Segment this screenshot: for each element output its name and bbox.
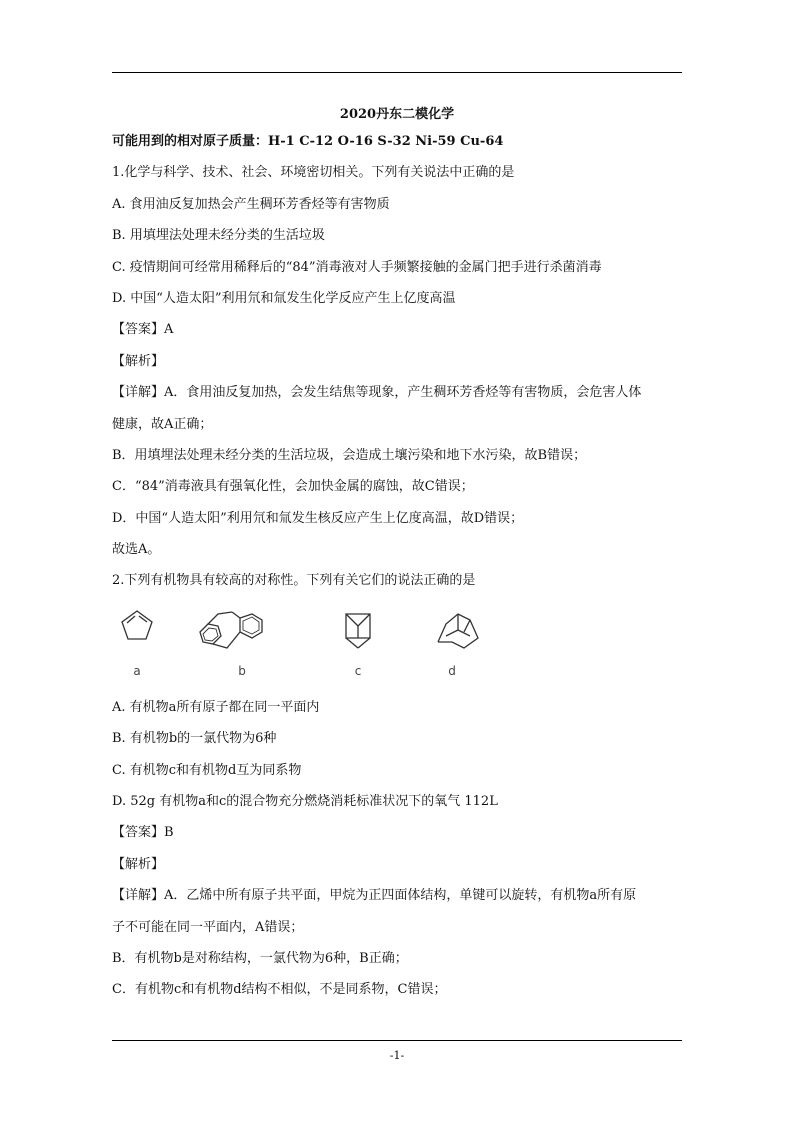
question-stem: 1.化学与科学、技术、社会、环境密切相关。下列有关说法中正确的是 — [112, 165, 515, 181]
figure-label-c: c — [354, 663, 362, 678]
molecule-a-icon — [117, 606, 157, 646]
option-b: B. 用填埋法处理未经分类的生活垃圾 — [112, 228, 325, 244]
question-stem: 2.下列有机物具有较高的对称性。下列有关它们的说法正确的是 — [112, 573, 476, 589]
option-a: A. 食用油反复加热会产生稠环芳香烃等有害物质 — [112, 196, 390, 212]
option-b: B. 有机物b的一氯代物为6种 — [112, 731, 277, 747]
page-title: 2020丹东二模化学 — [339, 107, 455, 122]
option-d: D. 52g 有机物a和c的混合物充分燃烧消耗标准状况下的氧气 112L — [112, 794, 498, 810]
option-c: C. 疫情期间可经常用稀释后的“84”消毒液对人手频繁接触的金属门把手进行杀菌消毒 — [112, 259, 602, 275]
molecule-figures — [112, 602, 682, 697]
figure-label-a: a — [133, 663, 141, 678]
atomic-masses: 可能用到的相对原子质量：H-1 C-12 O-16 S-32 Ni-59 Cu-64 — [112, 134, 504, 149]
analysis-heading: 【解析】 — [112, 353, 165, 369]
detail-line: C．“84”消毒液具有强氧化性，会加快金属的腐蚀，故C错误； — [112, 479, 474, 495]
document-body — [112, 131, 682, 1011]
header-rule — [112, 72, 682, 73]
molecule-c-icon — [340, 606, 376, 656]
footer-rule — [112, 1040, 682, 1041]
answer: 【答案】B — [112, 825, 174, 841]
answer: 【答案】A — [112, 322, 174, 338]
analysis-heading: 【解析】 — [112, 856, 165, 872]
option-d: D. 中国“人造太阳”利用氘和氚发生化学反应产生上亿度高温 — [112, 290, 456, 306]
figure-label-b: b — [238, 663, 246, 678]
question-1 — [112, 162, 682, 570]
detail-line: D．中国“人造太阳”利用氘和氚发生核反应产生上亿度高温，故D错误； — [112, 510, 524, 526]
detail-line: B．用填埋法处理未经分类的生活垃圾，会造成土壤污染和地下水污染，故B错误； — [112, 447, 587, 463]
question-2 — [112, 570, 682, 1010]
detail-line: 故选A。 — [112, 542, 161, 558]
figure-label-d: d — [448, 663, 456, 678]
detail-line: 【详解】A．乙烯中所有原子共平面，甲烷为正四面体结构，单键可以旋转，有机物a所有原 — [112, 888, 637, 904]
molecule-b-icon — [194, 606, 294, 656]
detail-line: C．有机物c和有机物d结构不相似，不是同系物，C错误； — [112, 982, 447, 998]
molecule-d-icon — [434, 606, 484, 656]
detail-line: 【详解】A．食用油反复加热，会发生结焦等现象，产生稠环芳香烃等有害物质，会危害人体 — [112, 385, 642, 401]
option-a: A. 有机物a所有原子都在同一平面内 — [112, 699, 320, 715]
detail-line: 健康，故A正确； — [112, 416, 213, 432]
option-c: C. 有机物c和有机物d互为同系物 — [112, 762, 302, 778]
detail-line: B．有机物b是对称结构，一氯代物为6种，B正确； — [112, 950, 408, 966]
page-number: -1- — [389, 1049, 405, 1062]
detail-line: 子不可能在同一平面内，A错误； — [112, 919, 304, 935]
